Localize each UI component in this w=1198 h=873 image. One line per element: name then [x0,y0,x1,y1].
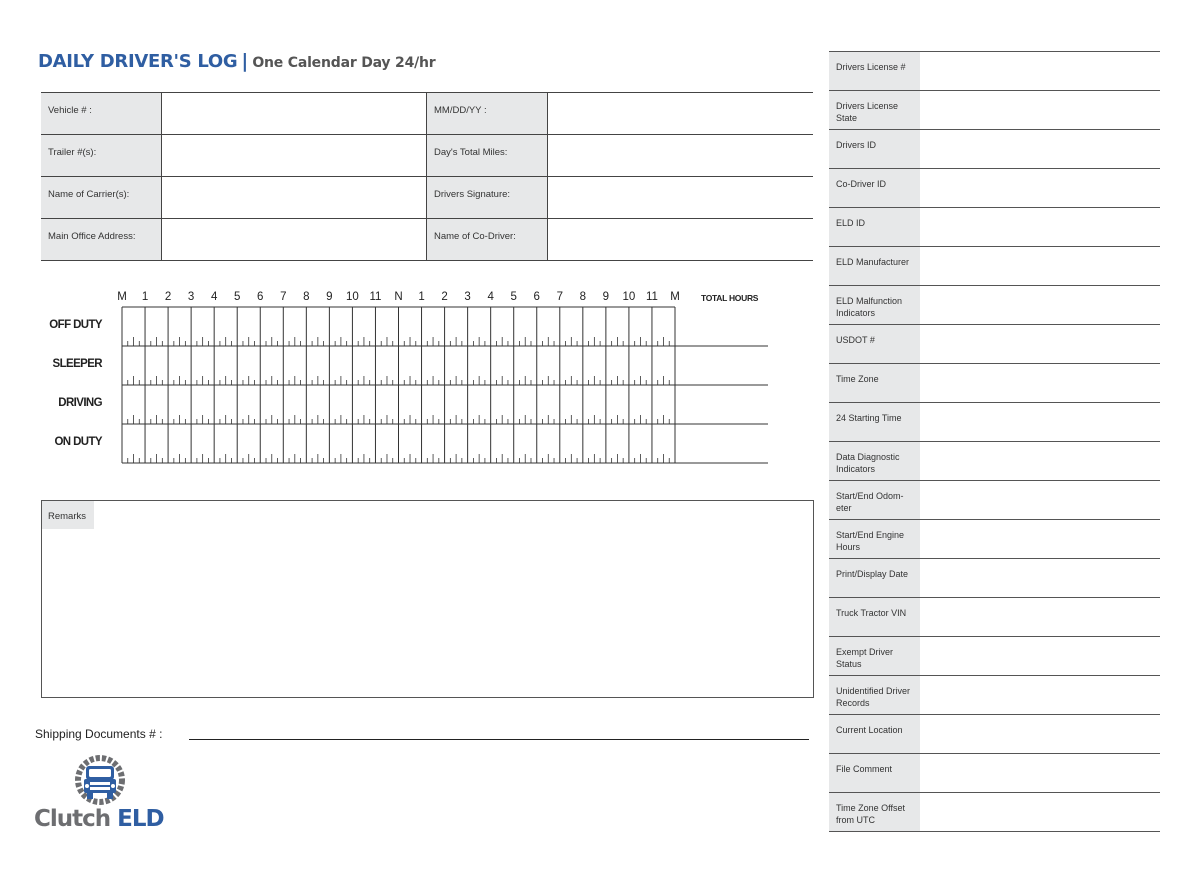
eld-detail-row [829,559,1160,598]
hour-label: 10 [622,291,636,303]
eld-detail-field[interactable] [920,754,1160,792]
eld-detail-label: Drivers License State [829,91,920,129]
hour-label: N [394,291,403,303]
remarks-box[interactable] [41,500,814,698]
eld-detail-label: Current Location [829,715,920,753]
eld-detail-row [829,715,1160,754]
eld-detail-label: ELD Manufacturer [829,247,920,285]
eld-detail-field[interactable] [920,325,1160,363]
co-driver-label: Name of Co-Driver: [427,219,547,260]
hour-label: 7 [556,291,563,303]
hour-label: 2 [441,291,448,303]
title-separator: | [241,50,249,72]
eld-detail-field[interactable] [920,559,1160,597]
logo-word-clutch: Clutch [34,806,111,832]
hour-label: 6 [533,291,540,303]
hour-label: 3 [187,291,195,303]
eld-detail-row [829,442,1160,481]
truck-icon [74,754,126,806]
eld-detail-label: Truck Tractor VIN [829,598,920,636]
eld-detail-field[interactable] [920,91,1160,129]
eld-detail-field[interactable] [920,208,1160,246]
status-label: ON DUTY [54,436,102,448]
logo-wordmark [34,806,164,832]
vehicle-number-label: Vehicle # : [41,93,161,134]
eld-detail-row [829,130,1160,169]
eld-detail-row [829,286,1160,325]
eld-detail-row [829,364,1160,403]
total-miles-label: Day's Total Miles: [427,135,547,176]
hour-label: 1 [418,291,425,303]
eld-detail-label: Print/Display Date [829,559,920,597]
eld-detail-row [829,247,1160,286]
eld-detail-field[interactable] [920,52,1160,90]
eld-details-table [829,51,1160,832]
carrier-name-label: Name of Carrier(s): [41,177,161,218]
date-label: MM/DD/YY : [427,93,547,134]
eld-detail-field[interactable] [920,364,1160,402]
trailer-number-label: Trailer #(s): [41,135,161,176]
eld-detail-label: Drivers License # [829,52,920,90]
eld-detail-row [829,637,1160,676]
hour-label: M [117,291,127,303]
eld-detail-row [829,754,1160,793]
eld-detail-field[interactable] [920,130,1160,168]
eld-detail-label: Time Zone Offset from UTC [829,793,920,831]
hour-label: 6 [257,291,264,303]
log-subtitle: One Calendar Day 24/hr [252,55,436,71]
shipping-documents-field[interactable] [189,739,809,740]
remarks-label: Remarks [42,501,94,529]
hour-label: 9 [326,291,333,303]
eld-detail-label: USDOT # [829,325,920,363]
eld-detail-field[interactable] [920,169,1160,207]
eld-detail-field[interactable] [920,676,1160,714]
hour-label: 10 [346,291,359,303]
hour-label: 8 [303,291,310,303]
eld-detail-label: ELD ID [829,208,920,246]
eld-detail-field[interactable] [920,598,1160,636]
eld-detail-label: Exempt Driver Status [829,637,920,675]
eld-detail-label: Start/End Engine Hours [829,520,920,558]
hour-label: 8 [579,291,587,303]
eld-detail-label: Co-Driver ID [829,169,920,207]
eld-detail-row [829,208,1160,247]
eld-detail-row [829,598,1160,637]
logo-word-eld: ELD [117,806,164,832]
eld-detail-row [829,676,1160,715]
hour-label: 1 [141,291,149,303]
eld-detail-label: Drivers ID [829,130,920,168]
eld-detail-label: 24 Starting Time [829,403,920,441]
eld-detail-label: ELD Malfunction Indicators [829,286,920,324]
eld-detail-field[interactable] [920,520,1160,558]
eld-detail-row [829,91,1160,130]
eld-detail-label: Time Zone [829,364,920,402]
eld-detail-row [829,481,1160,520]
eld-detail-row [829,52,1160,91]
hour-label: 11 [645,291,658,303]
eld-detail-row [829,793,1160,832]
eld-detail-field[interactable] [920,286,1160,324]
eld-detail-label: Data Diagnostic Indicators [829,442,920,480]
driver-signature-label: Drivers Signature: [427,177,547,218]
eld-detail-field[interactable] [920,481,1160,519]
eld-detail-field[interactable] [920,403,1160,441]
eld-detail-row [829,403,1160,442]
hour-label: 3 [464,291,471,303]
office-address-label: Main Office Address: [41,219,161,260]
eld-detail-label: Unidentified Driver Records [829,676,920,714]
hour-label: 7 [280,291,287,303]
eld-detail-label: Start/End Odom- eter [829,481,920,519]
hour-label: 5 [234,291,241,303]
eld-detail-field[interactable] [920,793,1160,831]
eld-detail-field[interactable] [920,442,1160,480]
eld-detail-label: File Comment [829,754,920,792]
hour-label: 5 [510,291,517,303]
eld-detail-field[interactable] [920,637,1160,675]
eld-detail-field[interactable] [920,715,1160,753]
total-hours-label: TOTAL HOURS [701,293,759,303]
hour-label: M [670,291,680,303]
hour-label: 2 [164,291,172,303]
status-label: OFF DUTY [49,319,102,331]
hour-label: 9 [602,291,610,303]
hour-label: 4 [487,291,494,303]
hour-label: 4 [210,291,218,303]
status-label: DRIVING [58,397,102,409]
log-title: DAILY DRIVER'S LOG [38,51,238,72]
clutch-eld-logo [34,754,174,838]
shipping-documents-label: Shipping Documents # : [35,727,163,741]
eld-detail-row [829,520,1160,559]
hour-label: 11 [369,291,382,303]
status-label: SLEEPER [52,358,102,370]
eld-detail-row [829,169,1160,208]
eld-detail-field[interactable] [920,247,1160,285]
eld-detail-row [829,325,1160,364]
